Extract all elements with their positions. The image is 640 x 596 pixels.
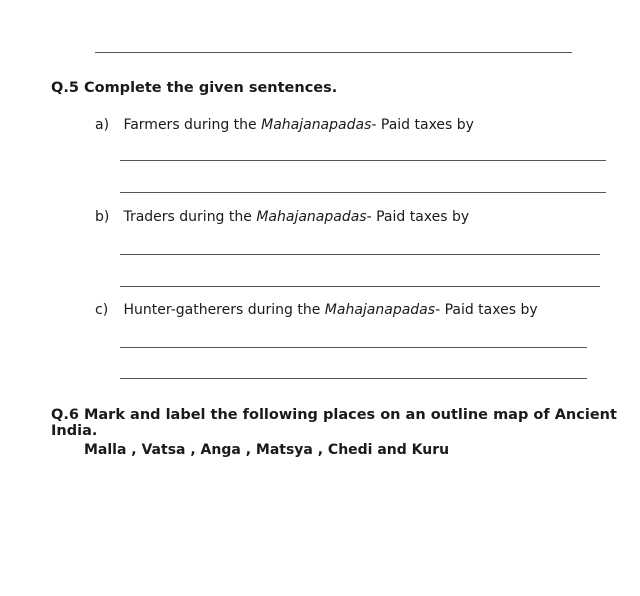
answer-line-a2 <box>120 192 606 193</box>
q5-item-c <box>95 302 538 318</box>
item-term: Mahajanapadas <box>324 302 436 318</box>
answer-line-a1 <box>120 160 606 161</box>
item-tail: - Paid taxes by <box>371 117 474 133</box>
q6-places-list: Malla , Vatsa , Anga , Matsya , Chedi and Kuru <box>84 442 450 458</box>
q5-item-b <box>95 209 469 225</box>
answer-line-b1 <box>120 254 600 255</box>
answer-line-b2 <box>120 286 600 287</box>
answer-line-c1 <box>120 347 587 348</box>
q5-heading: Q.5 Complete the given sentences. <box>51 80 338 96</box>
q6-heading: Q.6 Mark and label the following places on an outline map of Ancient India. <box>51 407 617 439</box>
item-label: c) <box>95 302 109 318</box>
item-lead: Farmers during the <box>123 117 257 133</box>
item-term: Mahajanapadas <box>261 117 372 133</box>
item-tail: - Paid taxes by <box>366 209 470 225</box>
answer-line-c2 <box>120 378 587 379</box>
item-lead: Hunter-gatherers during the <box>123 302 321 318</box>
item-term: Mahajanapadas <box>256 209 367 225</box>
item-label: a) <box>95 117 110 133</box>
item-label: b) <box>95 209 110 225</box>
q5-item-a <box>95 117 474 133</box>
item-tail: - Paid taxes by <box>435 302 538 318</box>
answer-line-top <box>95 52 572 53</box>
item-lead: Traders during the <box>123 209 252 225</box>
